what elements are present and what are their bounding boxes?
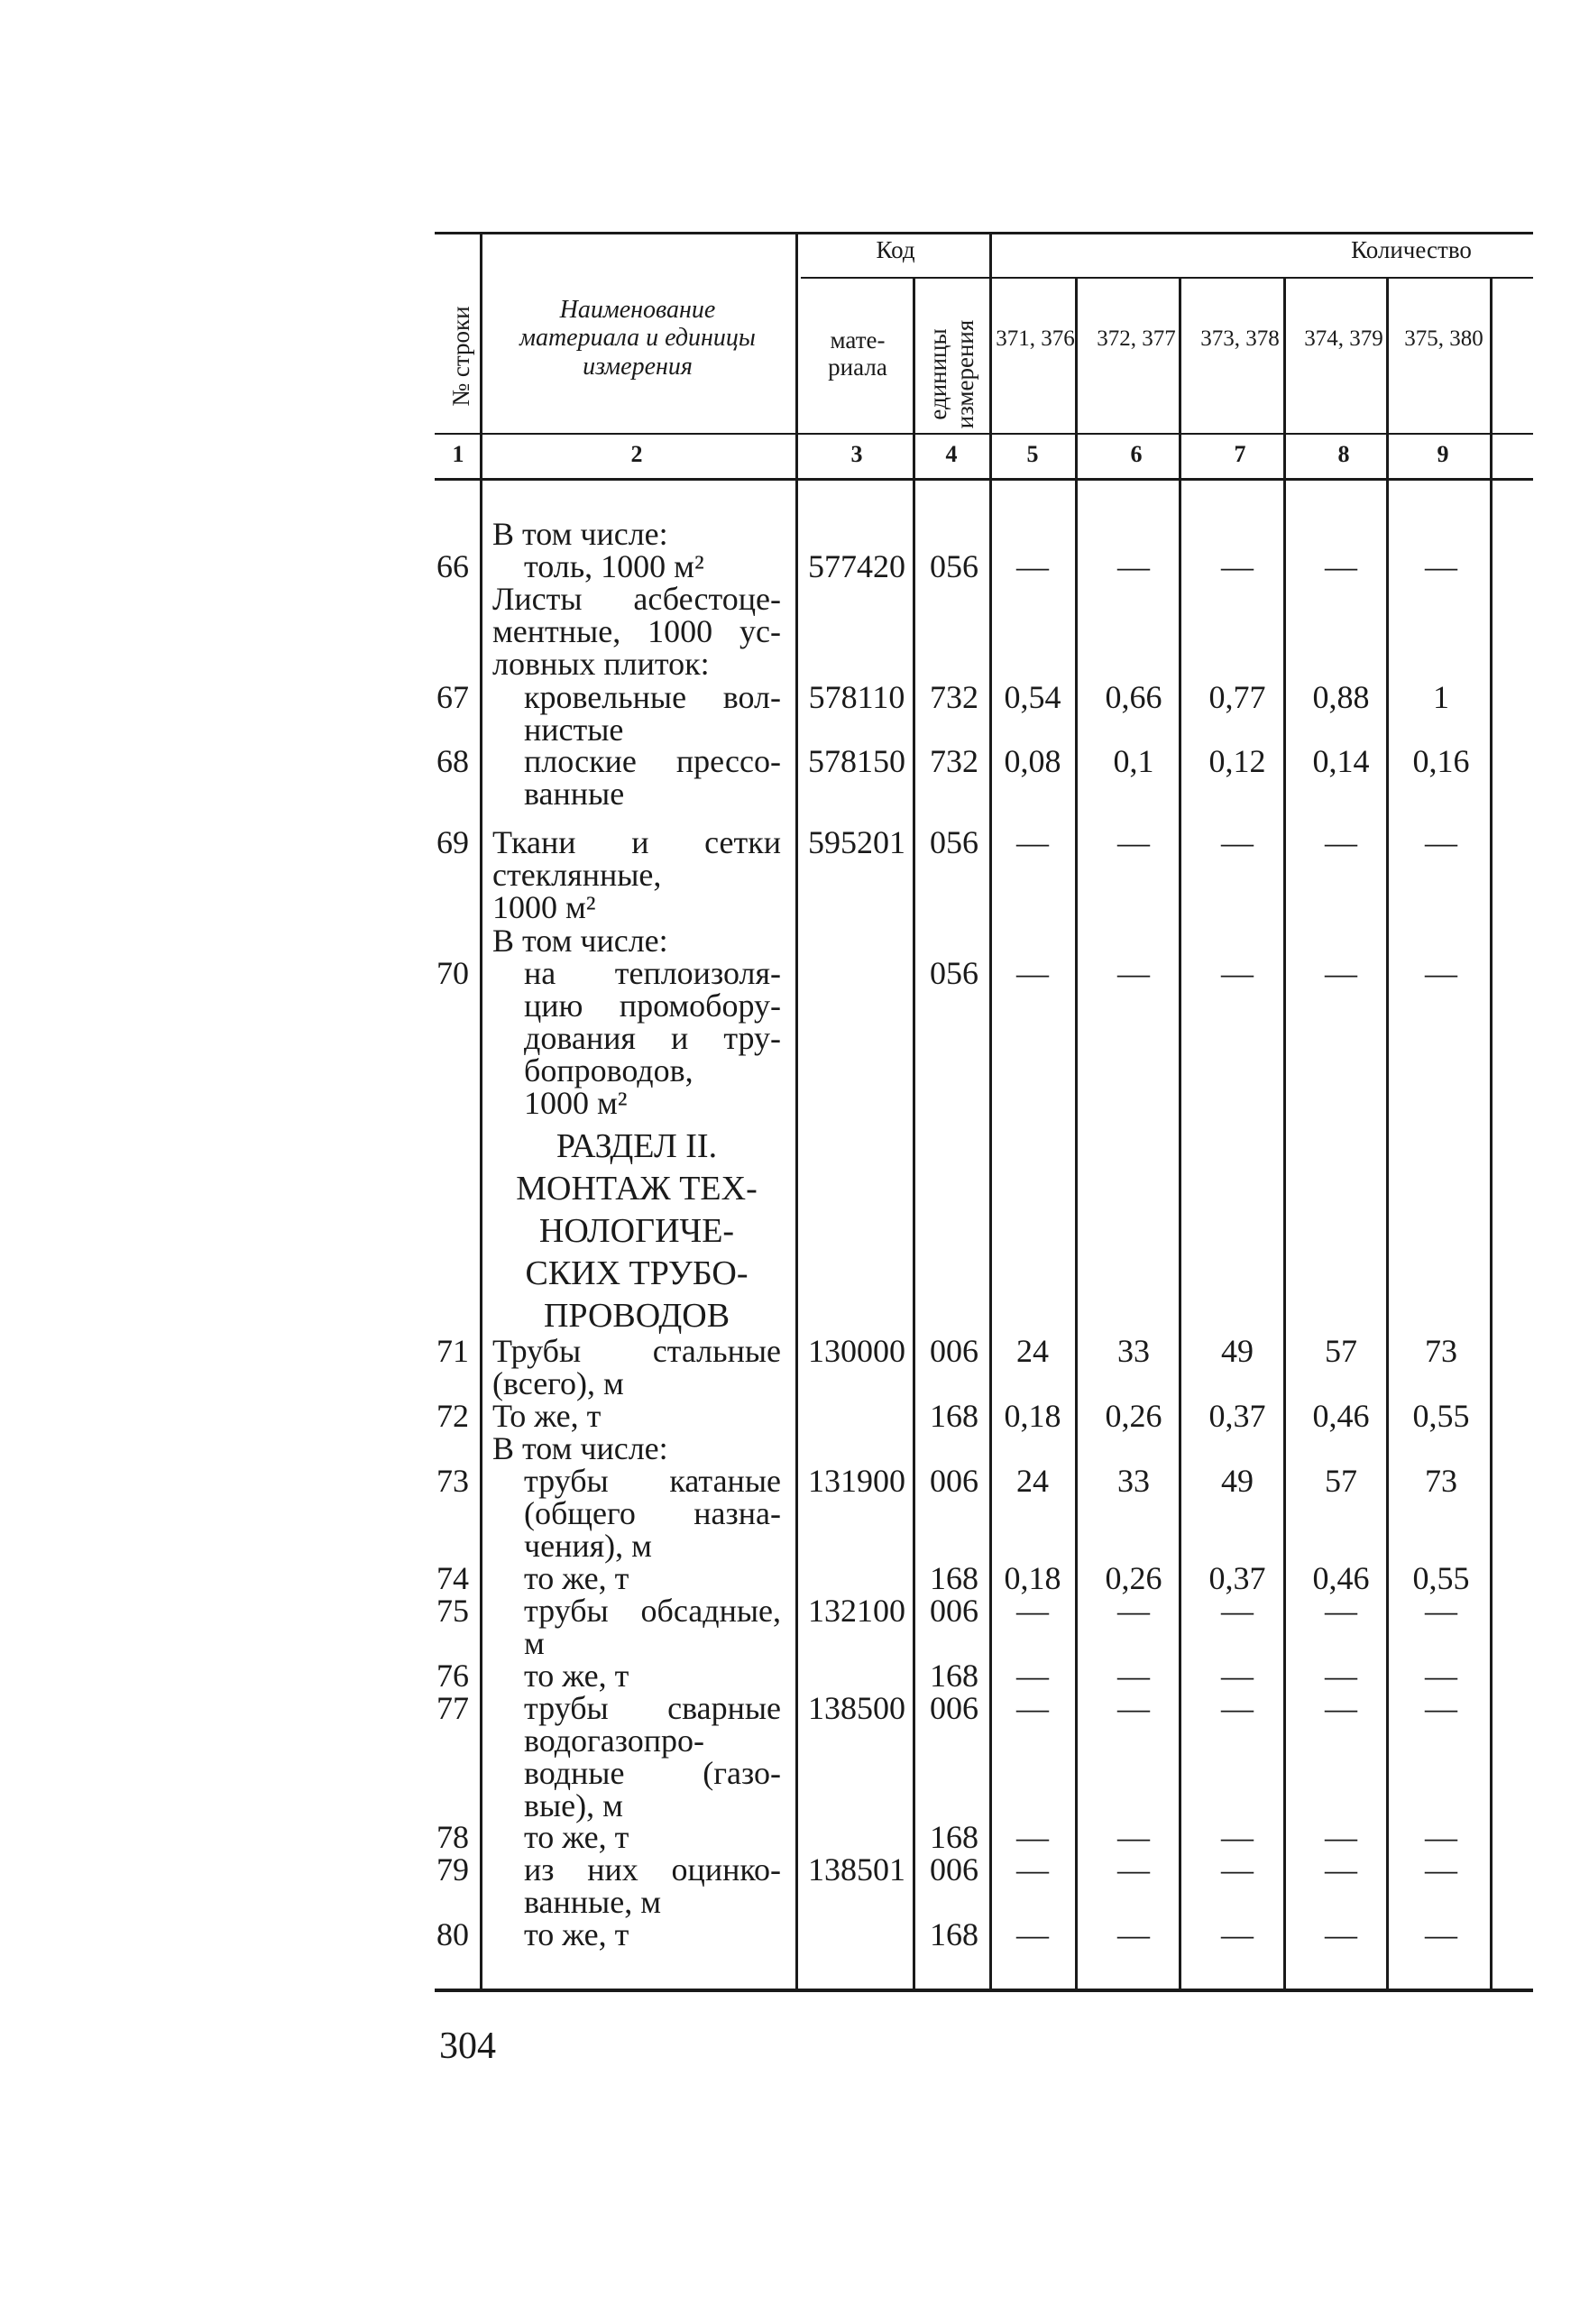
table-top-rule <box>435 232 1533 234</box>
col-divider-5 <box>1075 277 1078 1989</box>
code-header: Код <box>876 236 915 263</box>
material-code: 130000 <box>808 1333 905 1369</box>
unit-code: 168 <box>930 1658 978 1694</box>
quantity-value: 0,37 <box>1208 1398 1266 1434</box>
quantity-value: 0,46 <box>1312 1398 1370 1434</box>
quantity-value: — <box>1325 548 1357 584</box>
quantity-value: — <box>1117 1658 1150 1694</box>
quantity-value: — <box>1016 1819 1049 1855</box>
quantity-value: — <box>1325 1819 1357 1855</box>
material-name-line: водогазопро- <box>524 1722 705 1759</box>
quantity-value: 73 <box>1425 1333 1457 1369</box>
col-divider-1 <box>480 232 482 1989</box>
row-number: 77 <box>436 1690 469 1726</box>
material-name-line: вые), м <box>524 1787 623 1823</box>
quantity-value: 0,16 <box>1412 743 1470 779</box>
material-name <box>492 957 781 1119</box>
material-name-line: (общего назна- <box>524 1495 781 1531</box>
col-divider-3 <box>913 277 915 1989</box>
material-name-line: то же, т <box>524 1916 629 1952</box>
quantity-value: 0,12 <box>1208 743 1266 779</box>
quantity-value: 0,55 <box>1412 1398 1470 1434</box>
quantity-value: — <box>1221 824 1254 860</box>
header-bottom-rule <box>435 433 1533 435</box>
material-name-line: дования и тру- <box>524 1020 781 1056</box>
quantity-value: — <box>1325 1916 1357 1952</box>
material-name <box>492 1659 781 1692</box>
quantity-value: — <box>1221 1916 1254 1952</box>
quantity-value: 0,66 <box>1105 679 1162 715</box>
col-divider-6 <box>1179 277 1181 1989</box>
material-name-line: стеклянные, <box>492 857 662 893</box>
row-number: 73 <box>436 1463 469 1499</box>
quantity-value: 73 <box>1425 1463 1457 1499</box>
column-number: 5 <box>1026 441 1039 467</box>
quantity-value: — <box>1425 955 1457 991</box>
material-name <box>492 1400 781 1432</box>
unit-code: 168 <box>930 1560 978 1596</box>
quantity-value: — <box>1016 824 1049 860</box>
quantity-value: 49 <box>1221 1333 1254 1369</box>
quantity-value: — <box>1425 1658 1457 1694</box>
quantity-header: Количество <box>1351 236 1472 263</box>
material-name-line: чения), м <box>524 1528 652 1564</box>
material-name-line: ловных плиток: <box>492 646 710 682</box>
quantity-column-header: 374, 379 <box>1304 326 1383 351</box>
quantity-value: — <box>1221 1819 1254 1855</box>
col-divider-2 <box>795 232 798 1989</box>
material-name <box>492 583 781 680</box>
material-name-line: водные (газо- <box>524 1755 781 1791</box>
material-name <box>492 745 781 810</box>
quantity-value: — <box>1016 1658 1049 1694</box>
quantity-value: — <box>1425 1916 1457 1952</box>
material-name-line: (всего), м <box>492 1365 624 1401</box>
section-title-line: МОНТАЖ ТЕХ- <box>516 1170 758 1208</box>
quantity-value: 1 <box>1433 679 1449 715</box>
unit-code: 006 <box>930 1333 978 1369</box>
quantity-value: 0,46 <box>1312 1560 1370 1596</box>
quantity-value: — <box>1425 1819 1457 1855</box>
row-number: 71 <box>436 1333 469 1369</box>
unit-code: 006 <box>930 1690 978 1726</box>
quantity-value: — <box>1117 1593 1150 1629</box>
quantity-column-header: 371, 376 <box>996 326 1075 351</box>
unit-code: 168 <box>930 1819 978 1855</box>
material-name-line: трубы обсадные, <box>524 1593 781 1629</box>
quantity-value: — <box>1016 1593 1049 1629</box>
quantity-column-header: 373, 378 <box>1200 326 1280 351</box>
quantity-value: 0,08 <box>1004 743 1061 779</box>
quantity-value: — <box>1016 548 1049 584</box>
quantity-value: — <box>1221 1690 1254 1726</box>
unit-code: 006 <box>930 1851 978 1888</box>
quantity-value: — <box>1221 1593 1254 1629</box>
quantity-column-header: 375, 380 <box>1404 326 1483 351</box>
quantity-value: 0,54 <box>1004 679 1061 715</box>
material-name <box>492 1918 781 1951</box>
unit-code: 168 <box>930 1916 978 1952</box>
unit-code-header: единицы измерения <box>924 319 978 429</box>
material-code: 132100 <box>808 1593 905 1629</box>
quantity-value: 33 <box>1117 1333 1150 1369</box>
quantity-value: — <box>1016 1851 1049 1888</box>
quantity-value: — <box>1425 548 1457 584</box>
quantity-value: — <box>1425 1690 1457 1726</box>
quantity-value: 0,55 <box>1412 1560 1470 1596</box>
unit-code: 056 <box>930 548 978 584</box>
material-code: 578110 <box>808 679 905 715</box>
col-divider-9 <box>1490 277 1493 1989</box>
material-name-line: цию промобору- <box>524 987 781 1024</box>
material-name-line: ванные, м <box>524 1884 661 1920</box>
column-number-rule <box>435 478 1533 481</box>
quantity-value: 49 <box>1221 1463 1254 1499</box>
material-name-line: бопроводов, <box>524 1052 693 1089</box>
column-number: 4 <box>945 441 958 467</box>
material-name-line: Листы асбестоце- <box>492 581 781 617</box>
section-title-line: ПРОВОДОВ <box>543 1297 730 1335</box>
material-name-line: кровельные вол- <box>524 679 781 715</box>
quantity-value: — <box>1425 824 1457 860</box>
quantity-value: — <box>1221 955 1254 991</box>
material-code-header: мате- риала <box>828 326 887 381</box>
material-name <box>492 1335 781 1400</box>
material-name <box>492 924 781 957</box>
row-number: 70 <box>436 955 469 991</box>
col-divider-8 <box>1386 277 1389 1989</box>
row-number: 74 <box>436 1560 469 1596</box>
material-name-line: Трубы стальные <box>492 1333 781 1369</box>
material-name <box>492 1692 781 1822</box>
material-name-line: на теплоизоля- <box>524 955 781 991</box>
row-number: 67 <box>436 679 469 715</box>
material-code: 131900 <box>808 1463 905 1499</box>
material-name-line: 1000 м² <box>492 889 596 925</box>
unit-code: 056 <box>930 824 978 860</box>
quantity-value: — <box>1117 955 1150 991</box>
page-number: 304 <box>439 2025 496 2067</box>
material-name-line: плоские прессо- <box>524 743 781 779</box>
quantity-value: 57 <box>1325 1333 1357 1369</box>
column-number: 6 <box>1130 441 1143 467</box>
column-number: 9 <box>1437 441 1449 467</box>
row-number: 72 <box>436 1398 469 1434</box>
quantity-value: — <box>1425 1851 1457 1888</box>
material-name-line: из них оцинко- <box>524 1851 781 1888</box>
column-number: 2 <box>630 441 643 467</box>
column-number: 7 <box>1234 441 1246 467</box>
material-name-line: В том числе: <box>492 923 668 959</box>
col-divider-7 <box>1283 277 1286 1989</box>
material-name <box>492 550 781 583</box>
material-name <box>492 1465 781 1562</box>
quantity-value: — <box>1221 1851 1254 1888</box>
material-name-line: то же, т <box>524 1658 629 1694</box>
material-code: 138501 <box>808 1851 905 1888</box>
material-name-line: толь, 1000 м² <box>524 548 704 584</box>
material-name <box>492 1432 781 1465</box>
quantity-value: — <box>1016 1916 1049 1952</box>
material-name <box>492 1594 781 1659</box>
unit-code: 006 <box>930 1593 978 1629</box>
row-number: 66 <box>436 548 469 584</box>
material-name-line: то же, т <box>524 1819 629 1855</box>
name-header: Наименование материала и единицы измерения <box>519 296 756 381</box>
quantity-value: — <box>1325 955 1357 991</box>
row-number: 68 <box>436 743 469 779</box>
quantity-value: — <box>1325 1658 1357 1694</box>
column-number: 3 <box>850 441 863 467</box>
col-divider-4 <box>989 232 992 1989</box>
quantity-value: 0,26 <box>1105 1398 1162 1434</box>
material-name-line: то же, т <box>524 1560 629 1596</box>
material-name-line: нистые <box>524 712 624 748</box>
section-title <box>492 1125 781 1337</box>
quantity-column-header: 372, 377 <box>1097 326 1176 351</box>
material-name <box>492 681 781 746</box>
unit-code: 732 <box>930 743 978 779</box>
quantity-value: — <box>1117 1690 1150 1726</box>
row-number-header: № строки <box>447 306 474 407</box>
material-name-line: Ткани и сетки <box>492 824 781 860</box>
quantity-value: 0,26 <box>1105 1560 1162 1596</box>
material-name <box>492 1821 781 1853</box>
material-name-line: трубы катаные <box>524 1463 781 1499</box>
column-number: 8 <box>1337 441 1350 467</box>
quantity-value: — <box>1221 1658 1254 1694</box>
code-header-rule <box>801 277 990 279</box>
row-number: 69 <box>436 824 469 860</box>
material-code: 138500 <box>808 1690 905 1726</box>
quantity-value: 0,77 <box>1208 679 1266 715</box>
material-name <box>492 1853 781 1918</box>
quantity-value: 0,18 <box>1004 1398 1061 1434</box>
quantity-value: — <box>1117 1916 1150 1952</box>
column-number: 1 <box>452 441 464 467</box>
unit-code: 056 <box>930 955 978 991</box>
row-number: 75 <box>436 1593 469 1629</box>
material-name-line: ванные <box>524 776 625 812</box>
quantity-value: 57 <box>1325 1463 1357 1499</box>
material-name-line: В том числе: <box>492 516 668 552</box>
quantity-value: — <box>1221 548 1254 584</box>
quantity-value: — <box>1425 1593 1457 1629</box>
section-title-line: НОЛОГИЧЕ- <box>538 1212 735 1250</box>
section-title-line: СКИХ ТРУБО- <box>525 1254 749 1292</box>
quantity-value: — <box>1325 1851 1357 1888</box>
row-number: 79 <box>436 1851 469 1888</box>
quantity-value: 0,18 <box>1004 1560 1061 1596</box>
material-name-line: В том числе: <box>492 1430 668 1466</box>
quantity-value: — <box>1016 955 1049 991</box>
material-code: 578150 <box>808 743 905 779</box>
material-name <box>492 1562 781 1594</box>
quantity-value: — <box>1117 1819 1150 1855</box>
quantity-value: 0,1 <box>1113 743 1154 779</box>
material-name-line: ментные, 1000 ус- <box>492 613 781 649</box>
quantity-value: 0,37 <box>1208 1560 1266 1596</box>
material-name-line: трубы сварные <box>524 1690 781 1726</box>
row-number: 80 <box>436 1916 469 1952</box>
unit-code: 732 <box>930 679 978 715</box>
table-bottom-rule <box>435 1989 1533 1992</box>
quantity-value: — <box>1325 824 1357 860</box>
quantity-value: — <box>1117 1851 1150 1888</box>
unit-code: 006 <box>930 1463 978 1499</box>
row-number: 78 <box>436 1819 469 1855</box>
material-code: 577420 <box>808 548 905 584</box>
material-name <box>492 826 781 923</box>
quantity-value: — <box>1016 1690 1049 1726</box>
material-name-line: То же, т <box>492 1398 602 1434</box>
material-name-line: м <box>524 1625 545 1661</box>
quantity-value: 24 <box>1016 1333 1049 1369</box>
material-name-line: 1000 м² <box>524 1085 628 1121</box>
quantity-value: 24 <box>1016 1463 1049 1499</box>
quantity-value: — <box>1325 1690 1357 1726</box>
row-number: 76 <box>436 1658 469 1694</box>
quantity-value: — <box>1325 1593 1357 1629</box>
quantity-value: 33 <box>1117 1463 1150 1499</box>
quantity-value: 0,88 <box>1312 679 1370 715</box>
quantity-value: 0,14 <box>1312 743 1370 779</box>
unit-code: 168 <box>930 1398 978 1434</box>
quantity-value: — <box>1117 824 1150 860</box>
section-title-line: РАЗДЕЛ II. <box>556 1127 718 1165</box>
quantity-header-rule <box>990 277 1533 279</box>
quantity-value: — <box>1117 548 1150 584</box>
material-name <box>492 518 781 550</box>
material-code: 595201 <box>808 824 905 860</box>
